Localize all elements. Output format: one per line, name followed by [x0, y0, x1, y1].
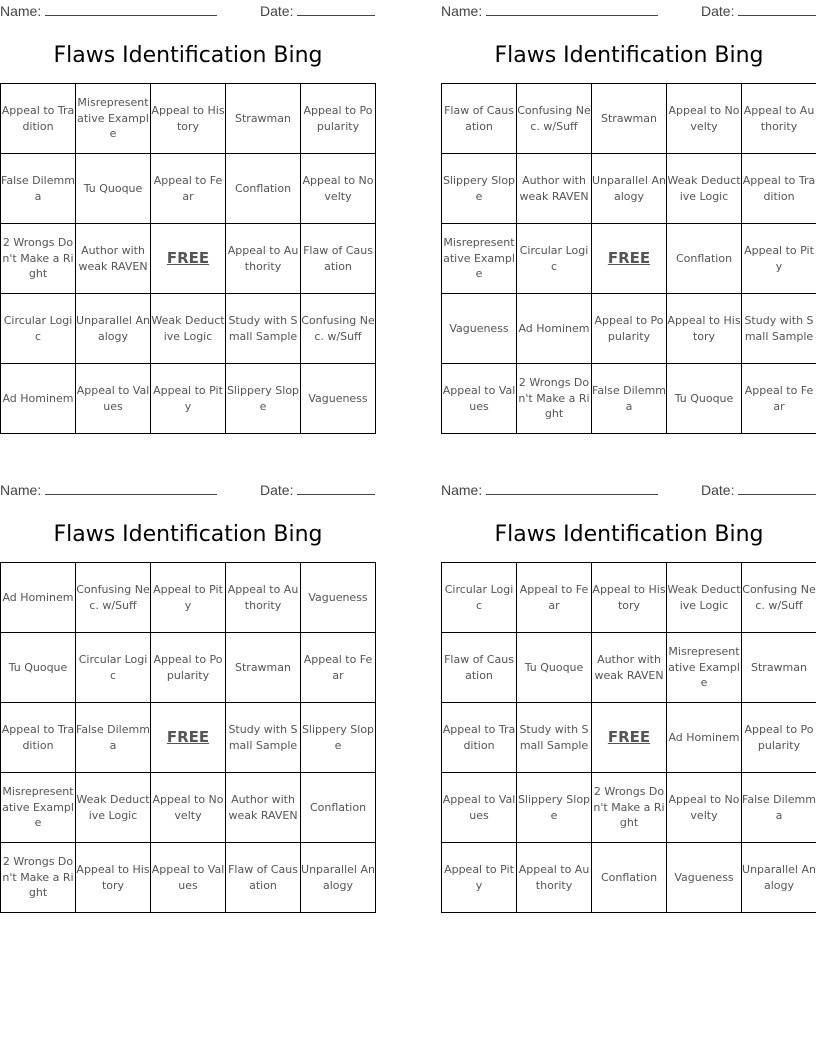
- bingo-cell[interactable]: Author with weak RAVEN: [226, 773, 301, 843]
- name-blank-line[interactable]: [486, 3, 658, 16]
- bingo-cell[interactable]: Appeal to History: [151, 84, 226, 154]
- date-blank-line[interactable]: [738, 482, 816, 495]
- bingo-cell[interactable]: Author with weak RAVEN: [517, 154, 592, 224]
- bingo-cell[interactable]: Confusing Nec. w/Suff: [517, 84, 592, 154]
- bingo-cell[interactable]: Appeal to Pity: [151, 364, 226, 434]
- bingo-cell[interactable]: Slippery Slope: [226, 364, 301, 434]
- bingo-cell[interactable]: Study with Small Sample: [226, 294, 301, 364]
- bingo-cell[interactable]: Appeal to Pity: [151, 563, 226, 633]
- bingo-cell[interactable]: Vagueness: [442, 294, 517, 364]
- bingo-row: [442, 84, 816, 154]
- bingo-row: [442, 294, 816, 364]
- name-label: Name:: [441, 482, 483, 498]
- bingo-cell[interactable]: Appeal to Tradition: [1, 84, 76, 154]
- bingo-cell[interactable]: Appeal to Fear: [301, 633, 376, 703]
- bingo-cell[interactable]: Vagueness: [667, 843, 742, 913]
- bingo-cell[interactable]: Appeal to Authority: [742, 84, 816, 154]
- bingo-cell[interactable]: Appeal to Popularity: [742, 703, 816, 773]
- bingo-cell[interactable]: Strawman: [226, 84, 301, 154]
- name-blank-line[interactable]: [486, 482, 658, 495]
- bingo-cell[interactable]: Appeal to Values: [442, 364, 517, 434]
- bingo-cell[interactable]: Appeal to Popularity: [151, 633, 226, 703]
- free-space-cell[interactable]: FREE: [592, 703, 667, 773]
- bingo-cell[interactable]: Flaw of Causation: [442, 633, 517, 703]
- bingo-cell[interactable]: Study with Small Sample: [517, 703, 592, 773]
- free-space-cell[interactable]: FREE: [592, 224, 667, 294]
- date-field[interactable]: [701, 2, 816, 20]
- bingo-row: [442, 154, 816, 224]
- bingo-cell[interactable]: Confusing Nec. w/Suff: [301, 294, 376, 364]
- name-blank-line[interactable]: [45, 482, 217, 495]
- bingo-cell[interactable]: Circular Logic: [442, 563, 517, 633]
- bingo-row: [442, 563, 816, 633]
- bingo-cell[interactable]: False Dilemma: [592, 364, 667, 434]
- bingo-cell[interactable]: Slippery Slope: [442, 154, 517, 224]
- free-space-cell[interactable]: FREE: [151, 703, 226, 773]
- date-label: Date:: [260, 482, 294, 498]
- bingo-cell[interactable]: False Dilemma: [76, 703, 151, 773]
- bingo-cell[interactable]: Appeal to Fear: [151, 154, 226, 224]
- bingo-cell[interactable]: Study with Small Sample: [742, 294, 816, 364]
- bingo-card-2: [441, 0, 816, 440]
- bingo-cell[interactable]: Weak Deductive Logic: [76, 773, 151, 843]
- name-label: Name:: [0, 3, 42, 19]
- bingo-cell[interactable]: Appeal to Tradition: [1, 703, 76, 773]
- bingo-grid: [441, 562, 816, 913]
- bingo-cell[interactable]: 2 Wrongs Don't Make a Right: [1, 843, 76, 913]
- bingo-cell[interactable]: Weak Deductive Logic: [151, 294, 226, 364]
- bingo-row: [442, 224, 816, 294]
- bingo-cell[interactable]: Circular Logic: [517, 224, 592, 294]
- bingo-cell[interactable]: Vagueness: [301, 563, 376, 633]
- bingo-cell[interactable]: Strawman: [226, 633, 301, 703]
- bingo-grid: [0, 83, 376, 434]
- bingo-cell[interactable]: Appeal to Values: [76, 364, 151, 434]
- bingo-cell[interactable]: Appeal to History: [76, 843, 151, 913]
- bingo-cell[interactable]: Appeal to Novelty: [667, 773, 742, 843]
- bingo-cell[interactable]: Flaw of Causation: [226, 843, 301, 913]
- bingo-cell[interactable]: Conflation: [226, 154, 301, 224]
- bingo-cell[interactable]: Circular Logic: [1, 294, 76, 364]
- bingo-cell[interactable]: Misrepresentative Example: [1, 773, 76, 843]
- bingo-card-1: [0, 0, 376, 440]
- bingo-cell[interactable]: Vagueness: [301, 364, 376, 434]
- bingo-cell[interactable]: Appeal to Fear: [742, 364, 816, 434]
- bingo-cell[interactable]: Weak Deductive Logic: [667, 154, 742, 224]
- date-blank-line[interactable]: [297, 482, 375, 495]
- date-blank-line[interactable]: [297, 3, 375, 16]
- bingo-row: [1, 294, 376, 364]
- bingo-cell[interactable]: Appeal to Tradition: [442, 703, 517, 773]
- date-field[interactable]: [701, 481, 816, 499]
- bingo-cell[interactable]: Ad Hominem: [517, 294, 592, 364]
- bingo-cell[interactable]: Ad Hominem: [1, 364, 76, 434]
- bingo-cell[interactable]: Flaw of Causation: [301, 224, 376, 294]
- bingo-cell[interactable]: Tu Quoque: [517, 633, 592, 703]
- name-blank-line[interactable]: [45, 3, 217, 16]
- bingo-cell[interactable]: Appeal to Values: [442, 773, 517, 843]
- name-field[interactable]: [441, 2, 658, 20]
- bingo-row: [1, 84, 376, 154]
- bingo-cell[interactable]: Appeal to Pity: [742, 224, 816, 294]
- bingo-row: [1, 563, 376, 633]
- name-field[interactable]: [441, 481, 658, 499]
- date-label: Date:: [701, 3, 735, 19]
- bingo-row: [442, 633, 816, 703]
- bingo-card-4: [441, 479, 816, 919]
- bingo-cell[interactable]: Appeal to Pity: [442, 843, 517, 913]
- bingo-grid: [0, 562, 376, 913]
- bingo-cell[interactable]: Flaw of Causation: [442, 84, 517, 154]
- bingo-cell[interactable]: Misrepresentative Example: [667, 633, 742, 703]
- bingo-cell[interactable]: Conflation: [592, 843, 667, 913]
- bingo-cell[interactable]: Appeal to Authority: [517, 843, 592, 913]
- bingo-cell[interactable]: Appeal to Authority: [226, 224, 301, 294]
- card-title: Flaws Identification Bing: [494, 522, 764, 547]
- bingo-row: [1, 773, 376, 843]
- date-label: Date:: [701, 482, 735, 498]
- name-label: Name:: [441, 3, 483, 19]
- bingo-cell[interactable]: Strawman: [592, 84, 667, 154]
- bingo-cell[interactable]: Conflation: [301, 773, 376, 843]
- bingo-cell[interactable]: Appeal to Authority: [226, 563, 301, 633]
- bingo-cell[interactable]: Unparallel Analogy: [76, 294, 151, 364]
- bingo-row: [1, 703, 376, 773]
- bingo-cell[interactable]: Appeal to Novelty: [301, 154, 376, 224]
- bingo-cell[interactable]: Study with Small Sample: [226, 703, 301, 773]
- bingo-cell[interactable]: Appeal to History: [667, 294, 742, 364]
- bingo-cell[interactable]: False Dilemma: [1, 154, 76, 224]
- bingo-cell[interactable]: Appeal to Popularity: [301, 84, 376, 154]
- bingo-cell[interactable]: Unparallel Analogy: [592, 154, 667, 224]
- bingo-cell[interactable]: Appeal to Novelty: [667, 84, 742, 154]
- date-field[interactable]: [260, 2, 375, 20]
- bingo-grid: [441, 83, 816, 434]
- bingo-cell[interactable]: Misrepresentative Example: [76, 84, 151, 154]
- bingo-cell[interactable]: Tu Quoque: [667, 364, 742, 434]
- name-label: Name:: [0, 482, 42, 498]
- bingo-cell[interactable]: Conflation: [667, 224, 742, 294]
- date-blank-line[interactable]: [738, 3, 816, 16]
- bingo-row: [442, 843, 816, 913]
- name-field[interactable]: [0, 2, 217, 20]
- bingo-cell[interactable]: Appeal to Novelty: [151, 773, 226, 843]
- bingo-cell[interactable]: Misrepresentative Example: [442, 224, 517, 294]
- bingo-cell[interactable]: Ad Hominem: [667, 703, 742, 773]
- bingo-row: [1, 843, 376, 913]
- bingo-cell[interactable]: Appeal to Fear: [517, 563, 592, 633]
- bingo-cell[interactable]: Appeal to History: [592, 563, 667, 633]
- bingo-cell[interactable]: Circular Logic: [76, 633, 151, 703]
- bingo-cell[interactable]: Appeal to Tradition: [742, 154, 816, 224]
- bingo-cell[interactable]: Slippery Slope: [517, 773, 592, 843]
- bingo-cell[interactable]: False Dilemma: [742, 773, 816, 843]
- bingo-cell[interactable]: Tu Quoque: [1, 633, 76, 703]
- bingo-card-3: [0, 479, 376, 919]
- name-field[interactable]: [0, 481, 217, 499]
- bingo-cell[interactable]: 2 Wrongs Don't Make a Right: [517, 364, 592, 434]
- bingo-cell[interactable]: Tu Quoque: [76, 154, 151, 224]
- card-title: Flaws Identification Bing: [53, 43, 323, 68]
- bingo-cell[interactable]: Slippery Slope: [301, 703, 376, 773]
- bingo-cell[interactable]: Confusing Nec. w/Suff: [742, 563, 816, 633]
- bingo-cell[interactable]: Author with weak RAVEN: [76, 224, 151, 294]
- bingo-row: [442, 703, 816, 773]
- bingo-row: [442, 773, 816, 843]
- bingo-row: [442, 364, 816, 434]
- bingo-cell[interactable]: Confusing Nec. w/Suff: [76, 563, 151, 633]
- bingo-cell[interactable]: Weak Deductive Logic: [667, 563, 742, 633]
- bingo-cell[interactable]: Author with weak RAVEN: [592, 633, 667, 703]
- bingo-cell[interactable]: Appeal to Popularity: [592, 294, 667, 364]
- bingo-cell[interactable]: Appeal to Values: [151, 843, 226, 913]
- bingo-cell[interactable]: 2 Wrongs Don't Make a Right: [592, 773, 667, 843]
- bingo-cell[interactable]: Strawman: [742, 633, 816, 703]
- bingo-row: [1, 224, 376, 294]
- bingo-cell[interactable]: Ad Hominem: [1, 563, 76, 633]
- date-label: Date:: [260, 3, 294, 19]
- date-field[interactable]: [260, 481, 375, 499]
- free-space-cell[interactable]: FREE: [151, 224, 226, 294]
- bingo-row: [1, 364, 376, 434]
- bingo-row: [1, 633, 376, 703]
- bingo-cell[interactable]: Unparallel Analogy: [742, 843, 816, 913]
- bingo-cell[interactable]: 2 Wrongs Don't Make a Right: [1, 224, 76, 294]
- bingo-cell[interactable]: Unparallel Analogy: [301, 843, 376, 913]
- card-title: Flaws Identification Bing: [53, 522, 323, 547]
- card-title: Flaws Identification Bing: [494, 43, 764, 68]
- bingo-row: [1, 154, 376, 224]
